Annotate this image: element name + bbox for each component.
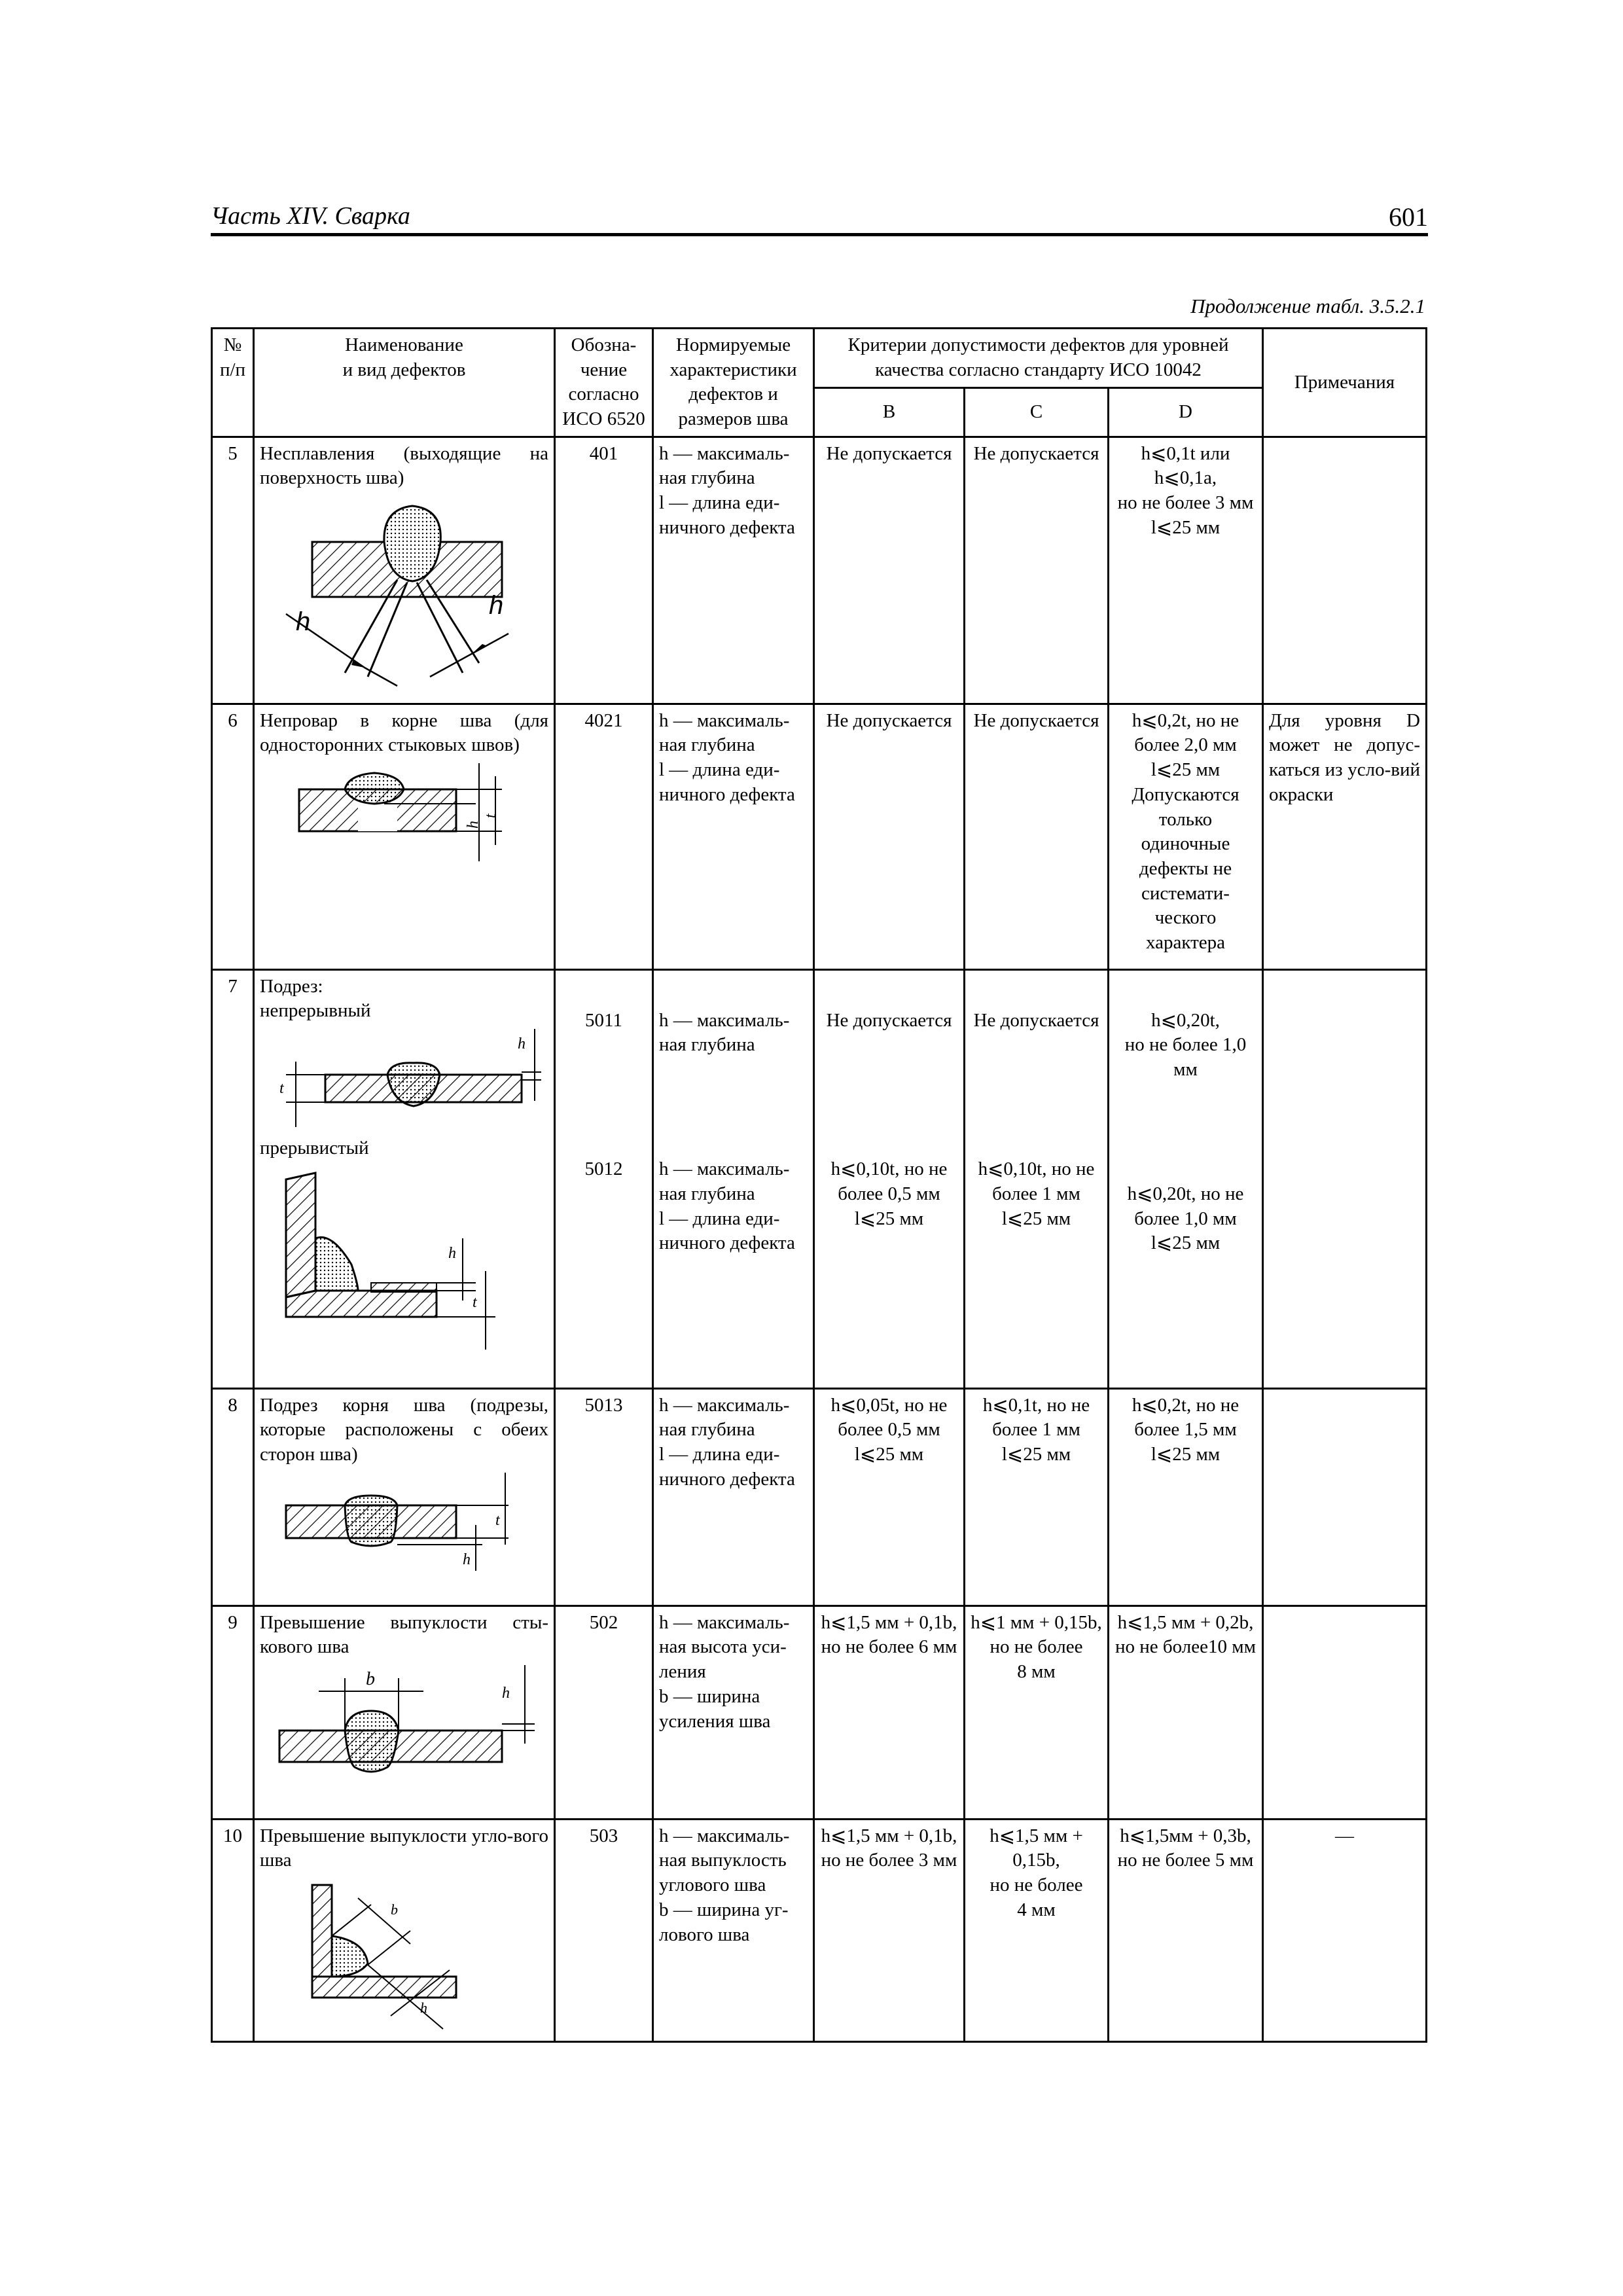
table-row	[212, 969, 1427, 1388]
table-row	[212, 1388, 1427, 1605]
svg-text:t: t	[473, 1293, 477, 1311]
col-header-code: Обозна- чение согласно ИСО 6520	[555, 329, 653, 437]
criteria-d: h⩽0,20t, но не более 1,0 мм	[1124, 1009, 1247, 1081]
table-row	[212, 704, 1427, 969]
defect-name: Превышение выпуклости угло-вого шва	[260, 1825, 548, 1871]
defect-name-cell	[254, 1605, 555, 1819]
criteria-b: h⩽1,5 мм + 0,1b, но не более 6 мм	[814, 1605, 965, 1819]
criteria-b: h⩽0,05t, но не более 0,5 мм l⩽25 мм	[814, 1388, 965, 1605]
criteria-c: h⩽0,1t, но не более 1 мм l⩽25 мм	[965, 1388, 1109, 1605]
defect-name: Подрез:	[260, 975, 323, 997]
intermittent-undercut-diagram	[260, 1166, 548, 1356]
row-number: 10	[212, 1819, 254, 2041]
svg-text:h: h	[489, 591, 504, 620]
defect-name: Непровар в корне шва (для односторонних стыковых швов)	[260, 709, 548, 756]
defect-code: 5011	[585, 1009, 622, 1031]
incomplete-penetration-diagram	[260, 763, 548, 861]
svg-text:h: h	[465, 821, 482, 829]
criteria-b-cell	[814, 969, 965, 1388]
root-undercut-diagram	[260, 1473, 548, 1571]
criteria-c: Не допускается	[965, 704, 1109, 969]
notes	[1263, 969, 1427, 1388]
criteria-c: h⩽1 мм + 0,15b, но не более 8 мм	[965, 1605, 1109, 1819]
characteristics: h — максималь- ная глубина l — длина еди- ничного дефекта	[653, 1388, 814, 1605]
defect-code: 5013	[555, 1388, 653, 1605]
row-number: 6	[212, 704, 254, 969]
col-header-num: № п/п	[212, 329, 254, 437]
col-header-level-b: B	[814, 387, 965, 437]
page-number: 601	[1389, 202, 1428, 232]
defect-name: Несплавления (выходящие на поверхность шва)	[260, 442, 548, 489]
criteria-b: h⩽0,10t, но не более 0,5 мм l⩽25 мм	[830, 1158, 948, 1229]
defect-name-cell	[254, 1819, 555, 2041]
characteristics: h — максималь- ная высота уси- ления b — ширина усиления шва	[653, 1605, 814, 1819]
characteristics: h — максималь- ная глубина l — длина еди- ничного дефекта	[653, 704, 814, 969]
criteria-d: h⩽0,1t или h⩽0,1a, но не более 3 мм l⩽25 мм	[1109, 437, 1263, 704]
header-rule	[211, 233, 1428, 236]
defect-subtype-continuous: непрерывный	[260, 1000, 371, 1022]
defect-name-cell	[254, 1388, 555, 1605]
criteria-b: h⩽1,5 мм + 0,1b, но не более 3 мм	[814, 1819, 965, 2041]
svg-text:h: h	[448, 1244, 456, 1262]
characteristics: h — максималь- ная глубина l — длина еди- ничного дефекта	[659, 1158, 795, 1254]
svg-text:h: h	[420, 2000, 427, 2017]
defect-name-cell	[254, 437, 555, 704]
svg-text:h: h	[502, 1685, 510, 1702]
col-header-notes: Примечания	[1263, 329, 1427, 437]
svg-text:b: b	[366, 1669, 375, 1690]
col-header-level-d: D	[1109, 387, 1263, 437]
running-head: Часть XIV. Сварка	[211, 202, 410, 230]
svg-text:h: h	[518, 1035, 526, 1053]
defects-table	[211, 327, 1427, 2043]
col-header-criteria: Критерии допустимости дефектов для уровней качества согласно стандарту ИСО 10042	[814, 329, 1263, 388]
criteria-c: h⩽1,5 мм + 0,15b, но не более 4 мм	[965, 1819, 1109, 2041]
characteristics: h — максималь- ная глубина	[659, 1009, 790, 1056]
criteria-b: Не допускается	[814, 437, 965, 704]
characteristics: h — максималь- ная глубина l — длина еди- ничного дефекта	[653, 437, 814, 704]
svg-text:b: b	[391, 1901, 398, 1918]
defect-code-cell	[555, 969, 653, 1388]
notes: Для уровня D может не допус-каться из усло-вий окраски	[1263, 704, 1427, 969]
continuous-undercut-diagram	[260, 1029, 548, 1127]
col-header-level-c: C	[965, 387, 1109, 437]
defect-code: 503	[555, 1819, 653, 2041]
criteria-c: h⩽0,10t, но не более 1 мм l⩽25 мм	[978, 1158, 1095, 1229]
defect-subtype-intermittent: прерывистый	[260, 1138, 369, 1159]
notes	[1263, 1605, 1427, 1819]
defect-code: 502	[555, 1605, 653, 1819]
row-number: 7	[212, 969, 254, 1388]
criteria-d: h⩽0,2t, но не более 2,0 мм l⩽25 мм Допускаются только одиночные дефекты не системати- ческого характера	[1109, 704, 1263, 969]
criteria-d: h⩽1,5 мм + 0,2b, но не более10 мм	[1109, 1605, 1263, 1819]
criteria-b: Не допускается	[826, 1009, 952, 1031]
col-header-characteristics: Нормируемые характеристики дефектов и размеров шва	[653, 329, 814, 437]
defect-code: 4021	[555, 704, 653, 969]
criteria-d: h⩽0,2t, но не более 1,5 мм l⩽25 мм	[1109, 1388, 1263, 1605]
svg-text:t: t	[482, 814, 499, 819]
row-number: 9	[212, 1605, 254, 1819]
criteria-c: Не допускается	[965, 437, 1109, 704]
criteria-c-cell	[965, 969, 1109, 1388]
lack-of-fusion-diagram	[260, 496, 548, 692]
row-number: 5	[212, 437, 254, 704]
criteria-d: h⩽1,5мм + 0,3b, но не более 5 мм	[1109, 1819, 1263, 2041]
criteria-d: h⩽0,20t, но не более 1,0 мм l⩽25 мм	[1127, 1183, 1244, 1254]
characteristics-cell	[653, 969, 814, 1388]
svg-text:h: h	[296, 607, 311, 637]
defect-name-cell	[254, 704, 555, 969]
defect-name: Подрез корня шва (подрезы, которые расположены с обеих сторон шва)	[260, 1394, 548, 1465]
notes: —	[1263, 1819, 1427, 2041]
criteria-d-cell	[1109, 969, 1263, 1388]
notes	[1263, 1388, 1427, 1605]
svg-text:t: t	[495, 1511, 500, 1529]
table-continuation-label: Продолжение табл. 3.5.2.1	[1190, 295, 1425, 317]
criteria-c: Не допускается	[973, 1009, 1099, 1031]
defect-code: 401	[555, 437, 653, 704]
col-header-name: Наименование и вид дефектов	[254, 329, 555, 437]
defect-name: Превышение выпуклости сты-кового шва	[260, 1611, 548, 1658]
criteria-b: Не допускается	[814, 704, 965, 969]
notes	[1263, 437, 1427, 704]
page-header	[211, 196, 1428, 234]
svg-text:h: h	[463, 1551, 471, 1568]
butt-weld-reinforcement-diagram	[260, 1665, 548, 1789]
table-row	[212, 1605, 1427, 1819]
table-row	[212, 437, 1427, 704]
svg-text:t: t	[279, 1080, 284, 1098]
row-number: 8	[212, 1388, 254, 1605]
defect-name-cell	[254, 969, 555, 1388]
defect-code: 5012	[584, 1158, 623, 1180]
fillet-weld-convexity-diagram	[260, 1878, 548, 2036]
table-row	[212, 1819, 1427, 2041]
characteristics: h — максималь- ная выпуклость углового шва b — ширина уг- лового шва	[653, 1819, 814, 2041]
